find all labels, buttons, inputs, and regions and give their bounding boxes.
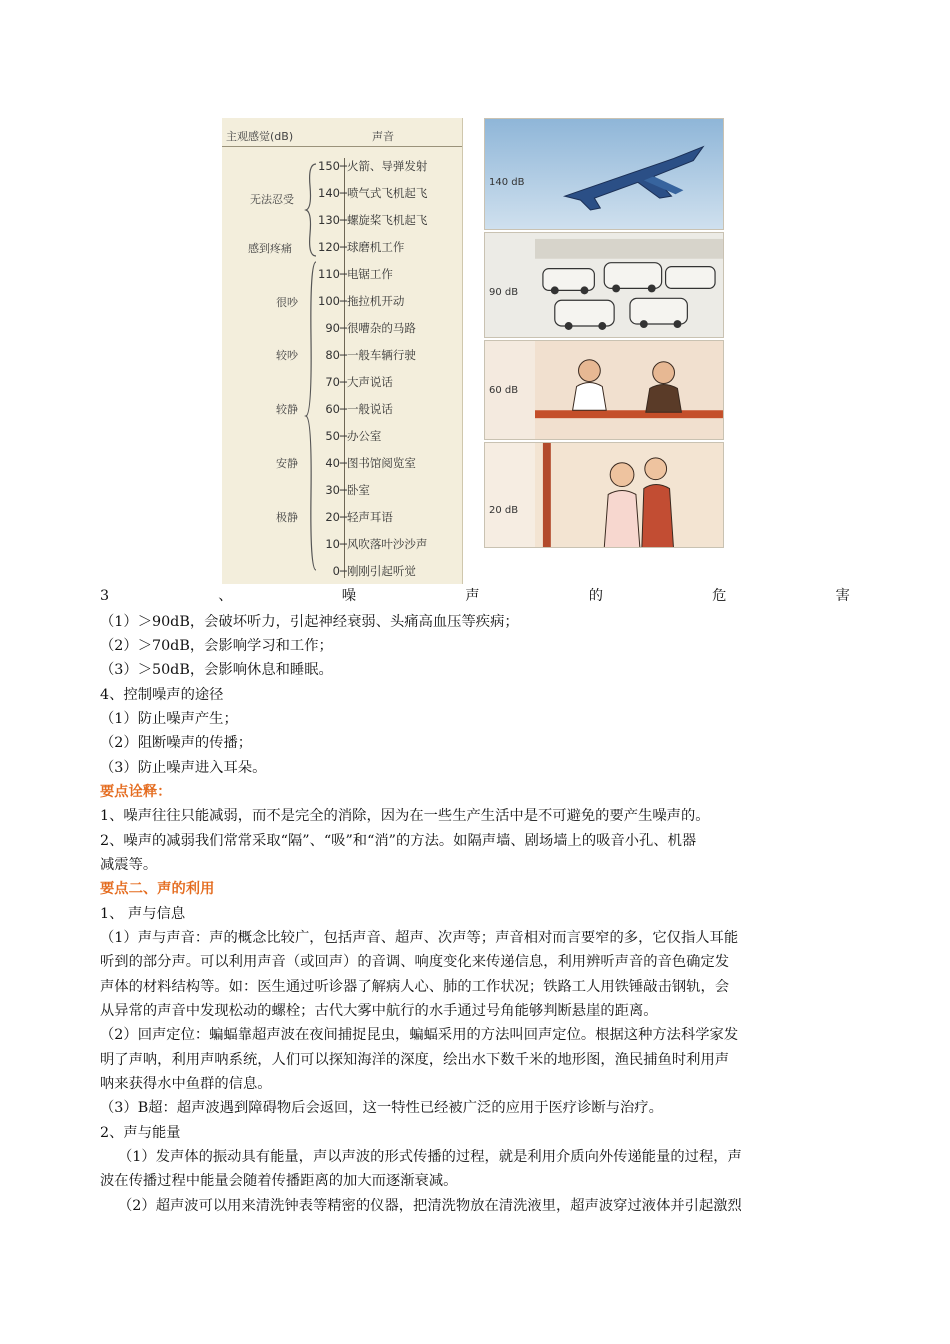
- feeling-label: 较吵: [276, 349, 298, 362]
- level-row: 130─螺旋桨飞机起飞: [318, 213, 428, 227]
- level-row: 150─火箭、导弹发射: [318, 159, 428, 173]
- paragraph-line: （3）B超：超声波遇到障碍物后会返回，这一特性已经被广泛的应用于医疗诊断与治疗。: [100, 1100, 663, 1116]
- paragraph-line: （2）回声定位：蝙蝠靠超声波在夜间捕捉昆虫，蝙蝠采用的方法叫回声定位。根据这种方法科学家发: [100, 1027, 739, 1043]
- header-rule: [222, 146, 462, 147]
- paragraph-line: 1、 声与信息: [100, 906, 186, 922]
- paragraph-line: （2）＞70dB，会影响学习和工作；: [100, 638, 333, 654]
- traffic-cars-icon: [535, 233, 723, 338]
- paragraph-line: 2、声与能量: [100, 1125, 181, 1141]
- paragraph-line: （1）＞90dB，会破坏听力，引起神经衰弱、头痛高血压等疾病；: [100, 614, 519, 630]
- photo-60db: [484, 340, 724, 440]
- feeling-label: 较静: [276, 403, 298, 416]
- paragraph-line: （1）发声体的振动具有能量，声以声波的形式传播的过程，就是利用介质向外传递能量的过程，声: [118, 1149, 742, 1165]
- paragraph-line: （3）＞50dB，会影响休息和睡眠。: [100, 662, 333, 678]
- chart-header-sound: 声音: [372, 130, 394, 143]
- whisper-icon: [535, 443, 723, 548]
- level-row: 0─刚刚引起听觉: [332, 564, 416, 578]
- decibel-scale-chart: [222, 118, 463, 584]
- level-row: 30─卧室: [325, 483, 370, 497]
- level-row: 60─一般说话: [325, 402, 393, 416]
- paragraph-line: 2、噪声的减弱我们常常采取“隔”、“吸”和“消”的方法。如隔声墙、剧场墙上的吸音小孔、机器: [100, 833, 697, 849]
- paragraph-line: 听到的部分声。可以利用声音（或回声）的音调、响度变化来传递信息，利用辨听声音的音色确定发: [100, 954, 730, 970]
- level-row: 40─图书馆阅览室: [325, 456, 416, 470]
- section-3-heading: 3 、 噪 声 的 危 害: [100, 588, 850, 604]
- paragraph-line: （1）声与声音：声的概念比较广，包括声音、超声、次声等；声音相对而言要窄的多，它仅指人耳能: [100, 930, 739, 946]
- paragraph-line: 呐来获得水中鱼群的信息。: [100, 1076, 272, 1092]
- level-row: 10─风吹落叶沙沙声: [325, 537, 428, 551]
- level-row: 110─电锯工作: [318, 267, 393, 281]
- feeling-label: 很吵: [276, 296, 298, 309]
- feeling-label: 感到疼痛: [248, 242, 292, 255]
- key-points-title: 要点诠释：: [100, 784, 172, 800]
- level-row: 20─轻声耳语: [325, 510, 393, 524]
- level-row: 70─大声说话: [325, 375, 393, 389]
- people-talking-icon: [535, 341, 723, 440]
- noise-level-figure: [222, 118, 725, 588]
- jet-plane-icon: [535, 119, 723, 230]
- paragraph-line: 明了声呐，利用声呐系统，人们可以探知海洋的深度，绘出水下数千米的地形图，渔民捕鱼时利用声: [100, 1052, 730, 1068]
- level-row: 120─球磨机工作: [318, 240, 405, 254]
- level-row: 50─办公室: [325, 429, 382, 443]
- photo-db-label: 20 dB: [489, 505, 519, 516]
- noise-photo-column: [484, 118, 724, 584]
- photo-db-label: 140 dB: [489, 177, 525, 188]
- feeling-label: 极静: [276, 511, 298, 524]
- section-heading-part2: 要点二、声的利用: [100, 881, 215, 897]
- feeling-label: 安静: [276, 457, 298, 470]
- photo-20db: [484, 442, 724, 548]
- photo-140db: [484, 118, 724, 230]
- paragraph-line: （1）防止噪声产生；: [100, 711, 238, 727]
- level-row: 80─一般车辆行驶: [325, 348, 416, 362]
- paragraph-line: （2）超声波可以用来清洗钟表等精密的仪器，把清洗物放在清洗液里，超声波穿过液体并引起激烈: [118, 1198, 742, 1214]
- paragraph-line: 1、噪声往往只能减弱，而不是完全的消除，因为在一些生产生活中是不可避免的要产生噪声的。: [100, 808, 710, 824]
- level-row: 100─拖拉机开动: [318, 294, 405, 308]
- level-row: 90─很嘈杂的马路: [325, 321, 416, 335]
- photo-db-label: 60 dB: [489, 385, 519, 396]
- photo-90db: [484, 232, 724, 338]
- paragraph-line: 减震等。: [100, 857, 158, 873]
- feeling-label: 无法忍受: [250, 193, 294, 206]
- paragraph-line: （3）防止噪声进入耳朵。: [100, 760, 267, 776]
- paragraph-line: （2）阻断噪声的传播；: [100, 735, 253, 751]
- level-row: 140─喷气式飞机起飞: [318, 186, 428, 200]
- section-4-heading: 4、控制噪声的途径: [100, 687, 224, 703]
- paragraph-line: 声体的材料结构等。如：医生通过听诊器了解病人心、肺的工作状况；铁路工人用铁锤敲击钢轨，会: [100, 979, 730, 995]
- paragraph-line: 从异常的声音中发现松动的螺栓；古代大雾中航行的水手通过号角能够判断悬崖的距离。: [100, 1003, 658, 1019]
- photo-db-label: 90 dB: [489, 287, 519, 298]
- paragraph-line: 波在传播过程中能量会随着传播距离的加大而逐渐衰减。: [100, 1173, 458, 1189]
- chart-header-feeling: 主观感觉(dB): [226, 130, 294, 143]
